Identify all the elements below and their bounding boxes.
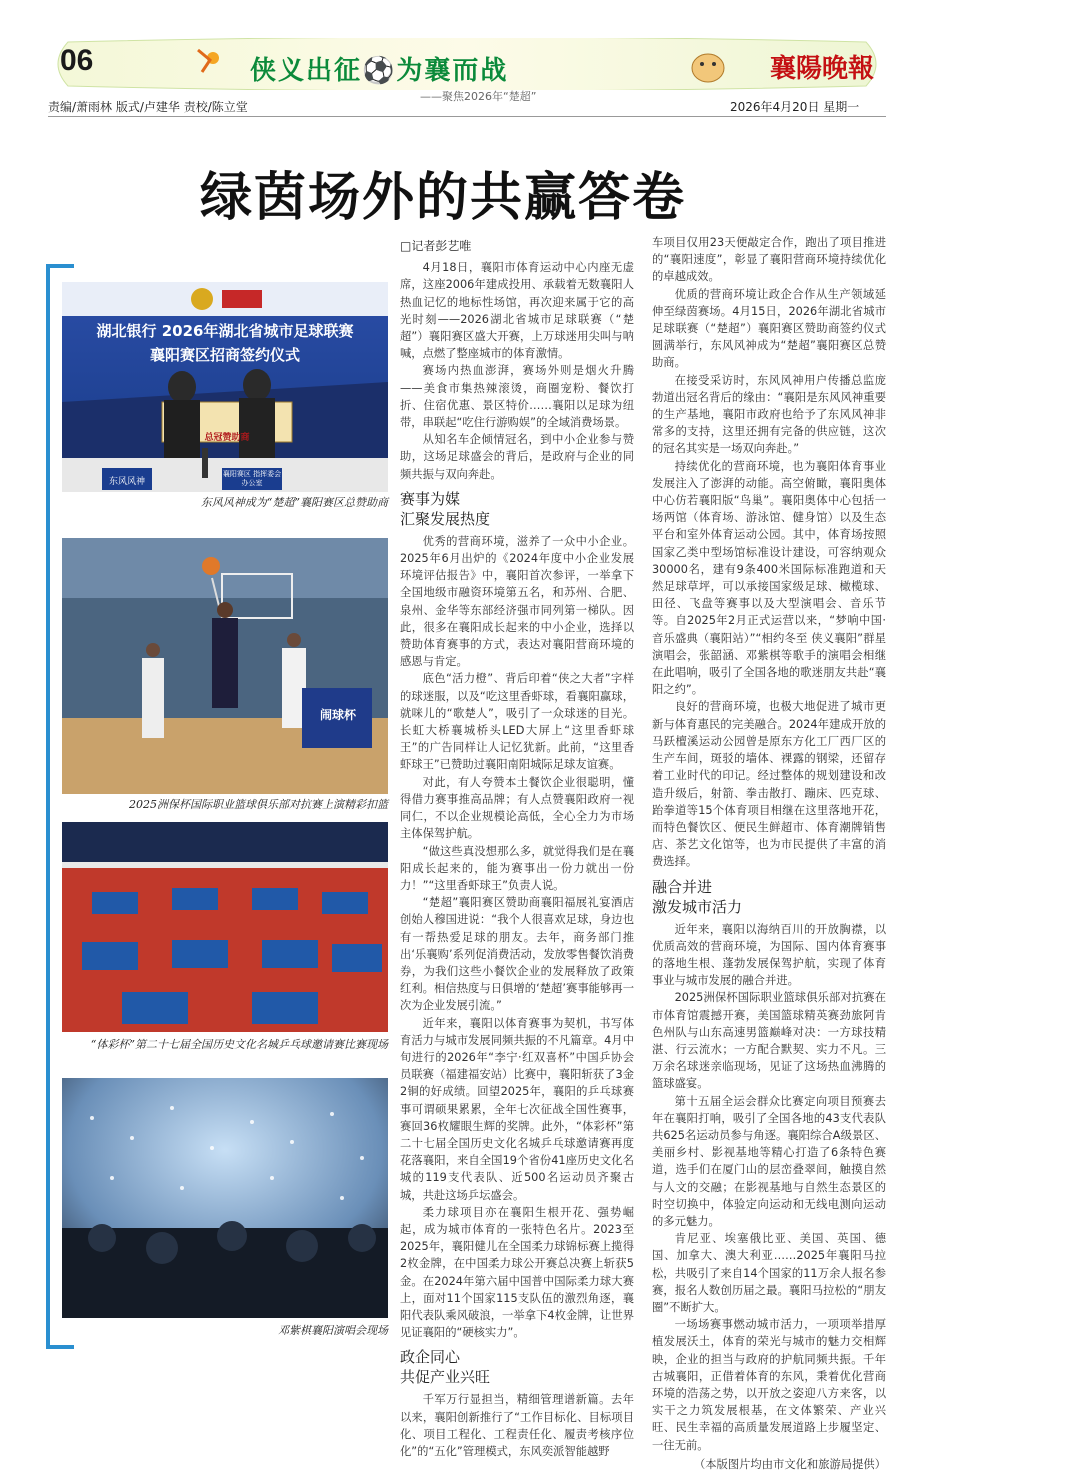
body-paragraph: 从知名车企倾情冠名，到中小企业参与赞助，这场足球盛会的背后，是政府与企业的同频共振与双向奔赴。 (400, 433, 634, 481)
body-paragraph: 优秀的营商环境，滋养了一众中小企业。2025年6月出炉的《2024年度中小企业发展环境评估报告》中，襄阳首次参评，一举拿下全国地级市融资环境第五名，和苏州、合肥、泉州、金华等东部经济强市同列第一梯队。因此，很多在襄阳成长起来的中小企业，选择以赞助体育赛事的方式，表达对襄阳营商环境的感恩与肯定。 (400, 534, 634, 669)
photo-caption-concert: 邓紫棋襄阳演唱会现场 (278, 1324, 388, 1337)
body-paragraph: 一场场赛事燃动城市活力，一项项举措厚植发展沃土，体育的荣光与城市的魅力交相辉映，企业的担当与政府的护航同频共振。千年古城襄阳，正借着体育的东风，秉着优化营商环境的浩荡之势，以开放之姿迎八方来客，以实干之力筑发展根基，在文体繁荣、产业兴旺、民生幸福的高质量发展道路上步履坚定、一往无前。 (652, 1318, 886, 1452)
section-subheading: 汇聚发展热度 (400, 509, 491, 528)
table-sign-left: 东风风神 (108, 477, 145, 487)
photo-frame-bottom (46, 1345, 74, 1349)
body-paragraph: 千军万行显担当，精细管理谱新篇。去年以来，襄阳创新推行了“工作目标化、目标项目化、项目工程化、工程责任化、履责考核序位化”的“五化”管理模式，东风奕派智能越野 (400, 1393, 634, 1458)
body-paragraph: 优质的营商环境让政企合作从生产领域延伸至绿茵赛场。4月15日，2026年湖北省城市足球联赛（“楚超”）襄阳赛区赞助商签约仪式圆满举行，东风风神成为“楚超”襄阳赛区总赞助商。 (652, 287, 886, 370)
section-banner-subtitle: ——聚焦2026年“楚超” (420, 90, 537, 103)
newspaper-masthead: 襄陽晚報 (770, 54, 875, 84)
reporter-byline: □记者彭艺唯 (400, 239, 472, 253)
photo-column-frame (46, 264, 50, 1349)
section-heading: 融合并进 (652, 877, 713, 896)
article-headline: 绿茵场外的共赢答卷 (200, 168, 687, 228)
body-paragraph: 持续优化的营商环境，也为襄阳体育事业发展注入了澎湃的动能。高空俯瞰，襄阳奥体中心仿若襄阳版“鸟巢”。襄阳奥体中心包括一场两馆（体育场、游泳馆、健身馆）以及生态平台和室外体育运动公园。其中，体育场按照国家乙类中型场馆标准设计建设，可容纳观众30000名，建有9条400米国际标准跑道和天然足球草坪，可以承接国家级足球、橄榄球、田径、飞盘等赛事以及大型演唱会、音乐节等。自2025年2月正式运营以来，“梦响中国·音乐盛典（襄阳站）”“相约冬至 侠义襄阳”群星演唱会，张韶涵、邓紫棋等歌手的演唱会相继在此唱响，吸引了全国各地的歌迷朋友共赴“襄阳之约”。 (652, 459, 886, 697)
body-paragraph: 近年来，襄阳以海纳百川的开放胸襟，以优质高效的营商环境，为国际、国内体育赛事的落地生根、蓬勃发展保驾护航，实现了体育事业与城市发展的融合并进。 (652, 922, 886, 988)
body-paragraph: “做这些真没想那么多，就觉得我们是在襄阳成长起来的，能为赛事出一份力就出一份力！”“这里香虾球王”负责人说。 (400, 844, 634, 892)
section-heading: 赛事为媒 (400, 489, 461, 508)
section-banner-title: 侠义出征⚽为襄而战 (250, 56, 509, 86)
body-paragraph: 肯尼亚、埃塞俄比亚、美国、英国、德国、加拿大、澳大利亚……2025年襄阳马拉松，共吸引了来自14个国家的11万余人报名参赛，报名人数创历届之最。襄阳马拉松的“朋友圈”不断扩大。 (652, 1232, 886, 1314)
photo-caption-signing: 东风风神成为“楚超”襄阳赛区总赞助商 (200, 496, 388, 509)
body-paragraph: 2025洲保杯国际职业篮球俱乐部对抗赛在市体育馆震撼开赛，美国篮球精英赛劲旅阿肯色州队与山东高速男篮巅峰对决：一方球技精湛、行云流水；一方配合默契、实力不凡。三万余名球迷亲临现场，见证了这场热血沸腾的篮球盛宴。 (652, 991, 886, 1091)
editor-credits: 责编/萧雨林 版式/卢建华 责校/陈立堂 (48, 100, 248, 114)
section-heading: 政企同心 (400, 1348, 461, 1367)
article-column-middle (400, 238, 634, 1460)
table-sign-right: 襄阳赛区 指挥委会办公室 (222, 470, 282, 487)
ceremony-banner-line2: 襄阳赛区招商签约仪式 (149, 346, 300, 364)
photo-credit: （本版图片均由市文化和旅游局提供） (693, 1457, 886, 1471)
photo-caption-basketball: 2025洲保杯国际职业篮球俱乐部对抗赛上演精彩扣篮 (129, 798, 388, 811)
page-number: 06 (60, 44, 94, 77)
signing-ceremony-photo (62, 282, 388, 492)
body-paragraph: 4月18日，襄阳市体育运动中心内座无虚席，这座2006年建成投用、承载着无数襄阳人热血记忆的地标性场馆，再次迎来属于它的高光时刻——2026湖北省城市足球联赛（“楚超”）襄阳赛区盛大开赛，上万球迷用尖叫与呐喊，点燃了整座城市的体育激情。 (400, 261, 634, 361)
certificate-text: 总冠赞助商 (204, 433, 250, 443)
body-paragraph: 底色“活力橙”、背后印着“侠之大者”字样的球迷服，以及“吃这里香虾球，看襄阳赢球，就咪儿的“歌楚人”，吸引了一众球迷的目光。长虹大桥襄城桥头LED大屏上“这里香虾球王”的广告同样让人记忆犹新。此前，“这里香虾球王”已赞助过襄阳南阳城际足球友谊赛。 (400, 672, 634, 772)
body-paragraph: 对此，有人夸赞本土餐饮企业很聪明，懂得借力赛事推高品牌；有人点赞襄阳政府一视同仁，不以企业规模论高低，全心全力为市场主体保驾护航。 (400, 775, 634, 841)
section-subheading: 共促产业兴旺 (400, 1368, 491, 1387)
section-subheading: 激发城市活力 (652, 897, 743, 916)
body-paragraph: 良好的营商环境，也极大地促进了城市更新与体育惠民的完美融合。2024年建成开放的马跃檀溪运动公园曾是原东方化工厂西厂区的生产车间，斑驳的墙体、裸露的钢梁，还留存着工业时代的印记。经过整体的规划建设和改造升级后，射箭、拳击散打、蹦床、匹克球、跆拳道等15个体育项目相继在这里落地开花，而特色餐饮区、便民生鲜超市、体育潮牌销售店、茶艺文化馆等，也为市民提供了丰富的消费选择。 (652, 700, 886, 869)
body-paragraph: 近年来，襄阳以体育赛事为契机，书写体育活力与城市发展同频共振的不凡篇章。4月中旬进行的2026年“李宁·红双喜杯”中国乒协会员联赛（福建福安站）比赛中，襄阳斩获了3金2铜的好成绩。回望2025年，襄阳的乒乓球赛事可谓硕果累累，全年七次征战全国性赛事，赛回36枚耀眼生辉的奖牌。此外，“体彩杯”第二十七届全国历史文化名城乒乓球邀请赛再度花落襄阳，来自全国19个省份41座历史文化名城的119支代表队、近500名运动员齐聚古城，共赴这场乒坛盛会。 (400, 1016, 634, 1202)
court-sponsor-board: 闹球杯 (319, 708, 356, 722)
body-paragraph: 车项目仅用23天便敲定合作，跑出了项目推进的“襄阳速度”，彰显了襄阳营商环境持续优化的卓越成效。 (652, 236, 886, 284)
body-paragraph: 第十五届全运会群众比赛定向项目预赛去年在襄阳打响，吸引了全国各地的43支代表队共625名运动员参与角逐。襄阳综合A级景区、美丽乡村、影视基地等精心打造了6条特色赛道，选手们在厦门山的层峦叠翠间，触摸自然与人文的交融；在影视基地与自然生态景区的时空切换中，体验定向运动和无线电测向运动的多元魅力。 (652, 1094, 886, 1228)
body-paragraph: 柔力球项目亦在襄阳生根开花、强势崛起，成为城市体育的一张特色名片。2023至2025年，襄阳健儿在全国柔力球锦标赛上揽得2枚金牌，在中国柔力球公开赛总决赛上斩获5金。在2024年第六届中国普中国际柔力球大赛上，面对11个国家115支队伍的激烈角逐，襄阳代表队乘风破浪，一举拿下4枚金牌，让世界见证襄阳的“硬核实力”。 (400, 1205, 634, 1340)
photo-caption-table-tennis: “体彩杯”第二十七届全国历史文化名城乒乓球邀请赛比赛现场 (90, 1038, 388, 1051)
basketball-dunk-photo (62, 538, 388, 794)
issue-date: 2026年4月20日 星期一 (730, 100, 860, 114)
body-paragraph: “楚超”襄阳赛区赞助商襄阳福展礼宴酒店创始人穆国进说：“我个人很喜欢足球，身边也有一帮热爱足球的朋友。去年，商务部门推出‘乐襄购’系列促消费活动，发放零售餐饮消费券，为我们这些小餐饮企业的发展释放了政策红利。相信热度与日俱增的‘楚超’赛事能够再一次为企业发展引流。” (400, 896, 634, 1013)
photo-frame-top (46, 264, 74, 268)
table-tennis-hall-photo (62, 822, 388, 1032)
header-divider (48, 116, 886, 117)
concert-crowd-photo (62, 1078, 388, 1318)
article-column-right (652, 234, 886, 1473)
body-paragraph: 赛场内热血澎湃，赛场外则是烟火升腾——美食市集热辣滚烫，商圈宠粉、餐饮打折、住宿优惠、景区特价……襄阳以足球为纽带，串联起“吃住行游购娱”的全域消费场景。 (400, 364, 634, 430)
body-paragraph: 在接受采访时，东风风神用户传播总监庞勃道出冠名背后的缘由：“襄阳是东风风神重要的生产基地，襄阳市政府也给予了东风风神非常多的支持，这里还拥有完备的供应链，这次的冠名其实是一场双向奔赴。” (652, 373, 886, 456)
ceremony-banner-line1: 湖北银行 2026年湖北省城市足球联赛 (96, 322, 354, 340)
